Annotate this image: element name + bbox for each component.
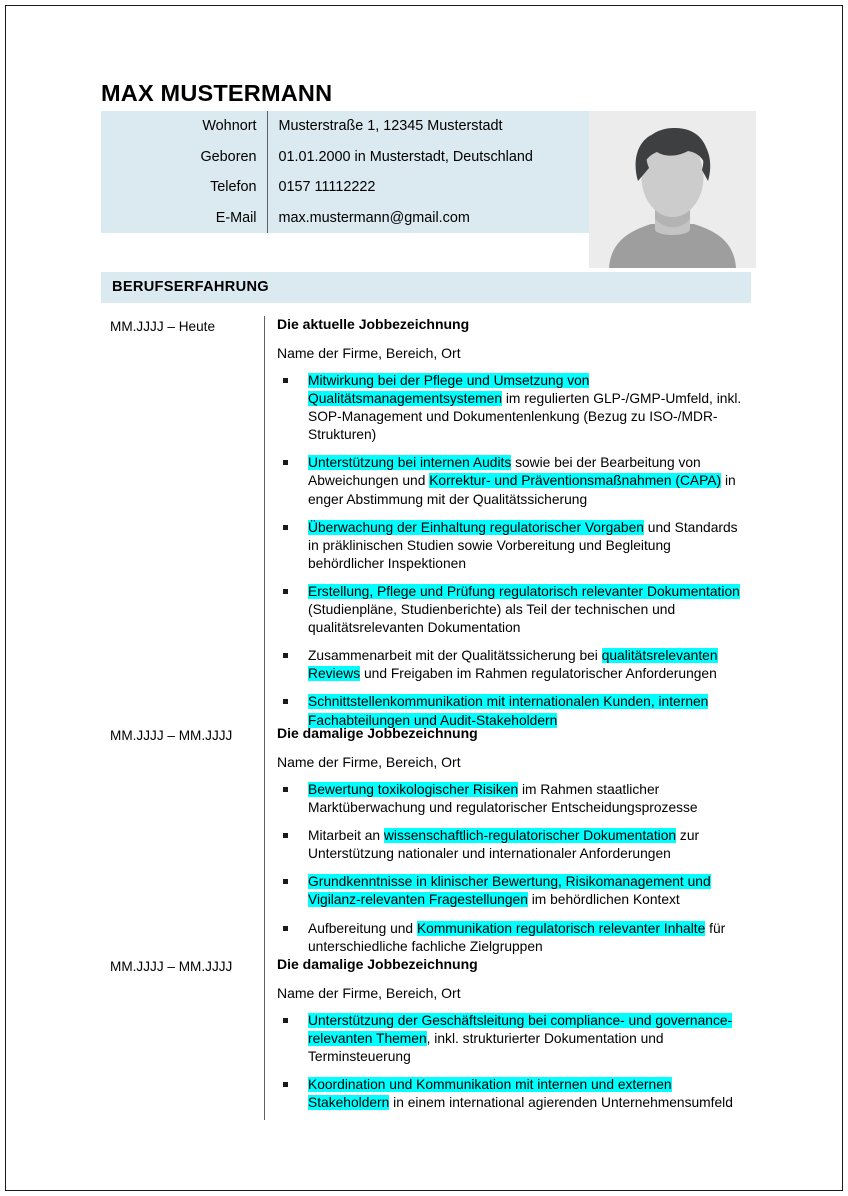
section-header-experience [101,272,751,303]
experience-entry [101,954,756,1112]
experience-company: Name der Firme, Bereich, Ort [277,985,461,1001]
list-item [277,920,747,956]
highlighted-text: Unterstützung der Geschäftsleitung bei compliance- und governance-relevanten Themen [308,1013,733,1047]
list-item [277,454,747,508]
plain-text: (Studienpläne, Studienberichte) als Teil der technischen und qualitätsrelevanten Dokumentation [308,602,676,636]
contact-value: max.mustermann@gmail.com [267,203,589,234]
experience-entry [101,723,756,956]
plain-text: und Standards in präklinischen Studien sowie Vorbereitung und Begleitung behördlicher Inspektionen [308,519,738,571]
list-item [277,781,747,817]
experience-body [277,954,747,1112]
cv-content [101,6,756,1190]
contact-label: Telefon [210,179,257,195]
bullet-square-icon [283,879,288,884]
experience-bullet-list [277,372,747,730]
highlighted-text: Mitwirkung bei der Pflege und Umsetzung von Qualitätsmanagementsystemen [308,373,590,407]
experience-job-title: Die damalige Jobbezeichnung [277,956,478,972]
plain-text: Mitarbeit an [308,828,384,844]
contact-row [101,111,589,142]
plain-text: sowie bei der Bearbeitung von Abweichungen und [308,455,701,489]
avatar [589,111,756,268]
experience-dates: MM.JJJJ – MM.JJJJ [110,728,233,743]
contact-value: Musterstraße 1, 12345 Musterstadt [267,111,589,142]
bullet-square-icon [283,653,288,658]
highlighted-text: qualitätsrelevanten Reviews [308,648,718,682]
highlighted-text: Grundkenntnisse in klinischer Bewertung, Risikomanagement und Vigilanz-relevanten Fragestellungen [308,874,711,908]
list-item [277,647,747,683]
bullet-square-icon [283,460,288,465]
bullet-square-icon [283,1082,288,1087]
experience-body [277,723,747,956]
contact-row [101,172,589,203]
contact-label: Wohnort [202,118,257,134]
bullet-square-icon [283,926,288,931]
highlighted-text: Kommunikation regulatorisch relevanter Inhalte [416,920,706,936]
contact-row [101,203,589,234]
experience-company: Name der Firme, Bereich, Ort [277,754,461,770]
contact-table [101,111,589,233]
list-item [277,519,747,573]
section-title: BERUFSERFAHRUNG [112,279,269,295]
plain-text: im Rahmen staatlicher Marktüberwachung und regulatorischer Entscheidungsprozesse [308,782,698,816]
list-item [277,372,747,444]
list-item [277,1012,747,1066]
plain-text: Aufbereitung und [308,920,417,936]
highlighted-text: Schnittstellenkommunikation mit internationalen Kunden, internen Fachabteilungen und Audit-Stakeholdern [308,694,709,728]
contact-block [101,111,756,233]
plain-text: in enger Abstimmung mit der Qualitätssicherung [308,473,736,507]
highlighted-text: Überwachung der Einhaltung regulatorischer Vorgaben [308,519,644,535]
plain-text: im regulierten GLP-/GMP-Umfeld, inkl. SOP-Management und Dokumentenlenkung (Bezug zu ISO-/MDR-Strukturen) [308,391,742,443]
bullet-square-icon [283,833,288,838]
experience-dates: MM.JJJJ – Heute [110,319,215,334]
contact-row [101,142,589,173]
list-item [277,827,747,863]
bullet-square-icon [283,525,288,530]
cv-page [5,5,843,1191]
experience-job-title: Die damalige Jobbezeichnung [277,725,478,741]
list-item [277,583,747,637]
person-silhouette-icon [589,111,756,268]
plain-text: in einem international agierenden Unternehmensumfeld [389,1095,733,1111]
contact-value: 01.01.2000 in Musterstadt, Deutschland [267,142,589,173]
plain-text: Zusammenarbeit mit der Qualitätssicherung bei [308,648,602,664]
highlighted-text: Bewertung toxikologischer Risiken [308,782,519,797]
plain-text: und Freigaben im Rahmen regulatorischer Anforderungen [360,666,717,682]
list-item [277,1076,747,1112]
bullet-square-icon [283,1018,288,1023]
plain-text: im behördlichen Kontext [527,892,680,908]
experience-body [277,314,747,730]
highlighted-text: Koordination und Kommunikation mit internen und externen Stakeholdern [308,1077,672,1111]
plain-text: für unterschiedliche fachliche Zielgruppen [308,920,726,954]
plain-text: , inkl. strukturierter Dokumentation und Terminsteuerung [308,1031,664,1065]
experience-bullet-list [277,781,747,956]
highlighted-text: wissenschaftlich-regulatorischer Dokumentation [383,828,677,844]
highlighted-text: Erstellung, Pflege und Prüfung regulatorisch relevanter Dokumentation [308,583,740,599]
plain-text: zur Unterstützung nationaler und internationaler Anforderungen [308,828,700,862]
experience-company: Name der Firme, Bereich, Ort [277,345,461,361]
contact-value: 0157 11112222 [267,172,589,203]
experience-entry [101,314,756,730]
bullet-square-icon [283,378,288,383]
page-title: MAX MUSTERMANN [101,79,333,106]
highlighted-text: Unterstützung bei internen Audits [308,455,512,471]
contact-label: Geboren [200,148,257,165]
bullet-square-icon [283,787,288,792]
highlighted-text: Korrektur- und Präventionsmaßnahmen (CAPA) [429,473,722,489]
list-item [277,873,747,909]
bullet-square-icon [283,699,288,704]
experience-job-title: Die aktuelle Jobbezeichnung [277,316,470,332]
bullet-square-icon [283,589,288,594]
experience-dates: MM.JJJJ – MM.JJJJ [110,959,233,974]
contact-label: E-Mail [215,209,257,226]
experience-bullet-list [277,1012,747,1112]
